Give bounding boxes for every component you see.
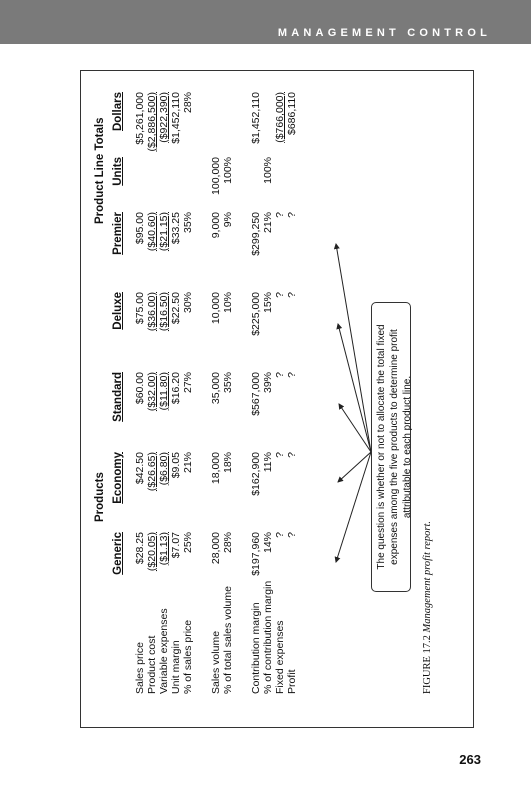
caption-title: Management profit report.: [422, 520, 433, 633]
table-cell: 39%: [262, 372, 274, 394]
table-cell: $7.07: [170, 532, 182, 559]
table-cell: 9,000: [210, 212, 222, 239]
table-cell: 21%: [182, 452, 194, 474]
table-cell: ?: [286, 372, 298, 378]
table-cell: $60.00: [134, 372, 146, 405]
table-cell: 28%: [222, 532, 234, 554]
table-cell: 21%: [262, 212, 274, 234]
row-label: % of contribution margin: [262, 580, 274, 694]
table-cell: $567,000: [250, 372, 262, 416]
row-label: Sales volume: [210, 630, 222, 694]
table-cell: 100%: [262, 157, 274, 184]
row-label: Unit margin: [170, 640, 182, 694]
table-cell: $1,452,110: [170, 92, 182, 144]
table-cell: $42.50: [134, 452, 146, 485]
column-header: Generic: [112, 532, 124, 575]
table-cell: $197,960: [250, 532, 262, 576]
table-cell: 30%: [182, 292, 194, 314]
row-label: Product cost: [146, 635, 158, 694]
column-header: Economy: [112, 452, 124, 504]
page-number: 263: [459, 752, 481, 767]
table-cell: 25%: [182, 532, 194, 554]
table-cell: 35,000: [210, 372, 222, 405]
row-label: Profit: [286, 669, 298, 694]
callout-text: The question is whether or not to allocate the total fixed expenses among the five products to determine profit attributable to each product line.: [376, 324, 413, 570]
table-cell: ?: [274, 452, 286, 458]
row-label: Fixed expenses: [274, 620, 286, 694]
table-cell: $225,000: [250, 292, 262, 336]
table-cell: ($21.15): [158, 212, 170, 252]
table-cell: $1,452,110: [250, 92, 262, 144]
table-cell: $22.50: [170, 292, 182, 325]
table-cell: ?: [274, 532, 286, 538]
table-cell: ($40.60): [146, 212, 158, 252]
rotated-figure: [88, 82, 468, 722]
table-cell: ($36.00): [146, 292, 158, 332]
figure-caption: [422, 521, 433, 694]
table-cell: 100,000: [210, 157, 222, 195]
arrow-standard: [339, 404, 371, 452]
table-cell: $33.25: [170, 212, 182, 245]
table-cell: 35%: [222, 372, 234, 394]
row-label: Sales price: [134, 642, 146, 694]
arrow-deluxe: [338, 324, 371, 452]
table-cell: ($766,000): [274, 92, 286, 143]
column-header: Deluxe: [112, 292, 124, 330]
running-header-title: MANAGEMENT CONTROL: [277, 27, 491, 39]
table-cell: ?: [274, 372, 286, 378]
caption-figure-number: FIGURE 17.2: [422, 635, 433, 694]
table-cell: $5,261,000: [134, 92, 146, 145]
arrow-premier: [336, 244, 371, 452]
table-cell: ($32.00): [146, 372, 158, 412]
table-cell: 18%: [222, 452, 234, 474]
table-cell: 10%: [222, 292, 234, 314]
row-label: % of sales price: [182, 619, 194, 694]
table-cell: 10,000: [210, 292, 222, 325]
table-cell: $95.00: [134, 212, 146, 245]
row-label: Variable expenses: [158, 608, 170, 694]
table-cell: ?: [286, 452, 298, 458]
table-cell: 28,000: [210, 532, 222, 565]
table-cell: ?: [286, 532, 298, 538]
table-cell: 35%: [182, 212, 194, 234]
products-group-header: Products: [94, 472, 106, 522]
table-cell: ?: [286, 292, 298, 298]
table-cell: ($922,390): [158, 92, 170, 143]
table-cell: ($20.05): [146, 532, 158, 572]
table-cell: 11%: [262, 452, 274, 473]
table-cell: ($2,886,500): [146, 92, 158, 152]
table-cell: $75.00: [134, 292, 146, 325]
column-header: Dollars: [112, 92, 124, 131]
running-header: [0, 0, 531, 44]
totals-group-header: Product Line Totals: [94, 117, 106, 224]
column-header: Units: [112, 157, 124, 186]
column-header: Standard: [112, 372, 124, 422]
column-header: Premier: [112, 212, 124, 255]
allocation-question-callout: [371, 302, 411, 592]
table-cell: ($6.80): [158, 452, 170, 486]
table-cell: ($16.50): [158, 292, 170, 332]
table-cell: 28%: [182, 92, 194, 114]
table-cell: 18,000: [210, 452, 222, 485]
table-cell: ($26.65): [146, 452, 158, 492]
table-cell: $9.05: [170, 452, 182, 479]
table-cell: ?: [274, 292, 286, 298]
table-cell: ?: [274, 212, 286, 218]
table-cell: ?: [286, 212, 298, 218]
table-cell: 27%: [182, 372, 194, 394]
table-cell: ($1.13): [158, 532, 170, 566]
table-cell: $162,900: [250, 452, 262, 496]
row-label: % of total sales volume: [222, 586, 234, 694]
table-cell: $16.20: [170, 372, 182, 405]
table-cell: $28.25: [134, 532, 146, 565]
table-cell: 9%: [222, 212, 234, 228]
row-label: Contribution margin: [250, 602, 262, 694]
table-cell: 14%: [262, 532, 274, 554]
table-cell: ($11.80): [158, 372, 170, 411]
table-cell: 100%: [222, 157, 234, 184]
table-cell: 15%: [262, 292, 274, 314]
table-cell: $686,110: [286, 92, 298, 136]
table-cell: $299,250: [250, 212, 262, 256]
